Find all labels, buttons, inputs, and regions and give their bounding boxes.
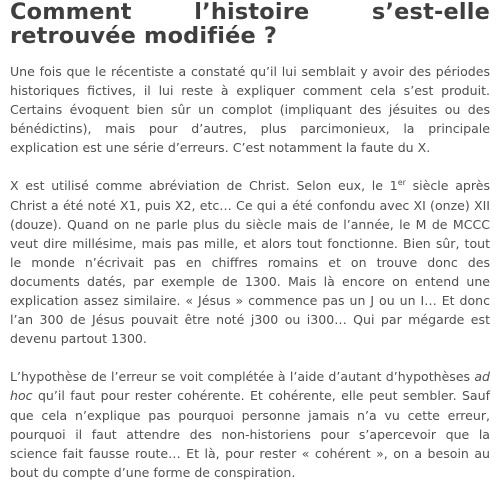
paragraph-text-end: qu’il faut pour rester cohérente. Et cohérente, elle peut sembler. Sauf que cela n’explique pas pourquoi personne jamais n’a vu cette erreur, pourquoi il faut attendre des non-historiens pour s’apercevoir que la science fait fausse route… Et là, pour rester « cohérent », on a besoin au bout du compte d’une forme de conspiration.: [10, 388, 490, 480]
ordinal-superscript: er: [397, 178, 406, 188]
italic-term: ad hoc: [10, 369, 490, 404]
paragraph-christ-abbreviation: [10, 176, 490, 348]
paragraph-text-end: siècle après Christ a été noté X1, puis X2, etc… Ce qui a été confondu avec XI (onze) XII (douze). Quand on ne parle plus du siècle mais de l’année, le M de MCCC veut dire millésime, mais pas mille, et alors tout fonctionne. Bien sûr, tout le monde n’écrivait pas en chiffres romains et on trouve donc des documents datés, par exemple de 1300. Mais là encore on entend une explication assez similaire. « Jésus » commence pas un J ou un I… Et donc l’an 300 de Jésus pouvait être noté j300 ou i300… Qui par mégarde est devenu partout 1300.: [10, 178, 490, 347]
paragraph-text-start: X est utilisé comme abréviation de Christ. Selon eux, le 1: [10, 178, 398, 194]
paragraph-error-hypothesis: [10, 367, 490, 482]
paragraph-intro: Une fois que le récentiste a constaté qu’il lui semblait y avoir des périodes historiques fictives, il lui reste à expliquer comment cela s’est produit. Certains évoquent bien sûr un complot (impliquant des jésuites ou des bénédictins), mais pour d’autres, plus parcimonieux, la principale explication est une série d’erreurs. C’est notamment la faute du X.: [10, 64, 490, 156]
article-heading: Comment l’histoire s’est-elle retrouvée modifiée ?: [10, 0, 490, 49]
paragraph-text-start: L’hypothèse de l’erreur se voit complétée à l’aide d’autant d’hypothèses: [10, 369, 475, 385]
